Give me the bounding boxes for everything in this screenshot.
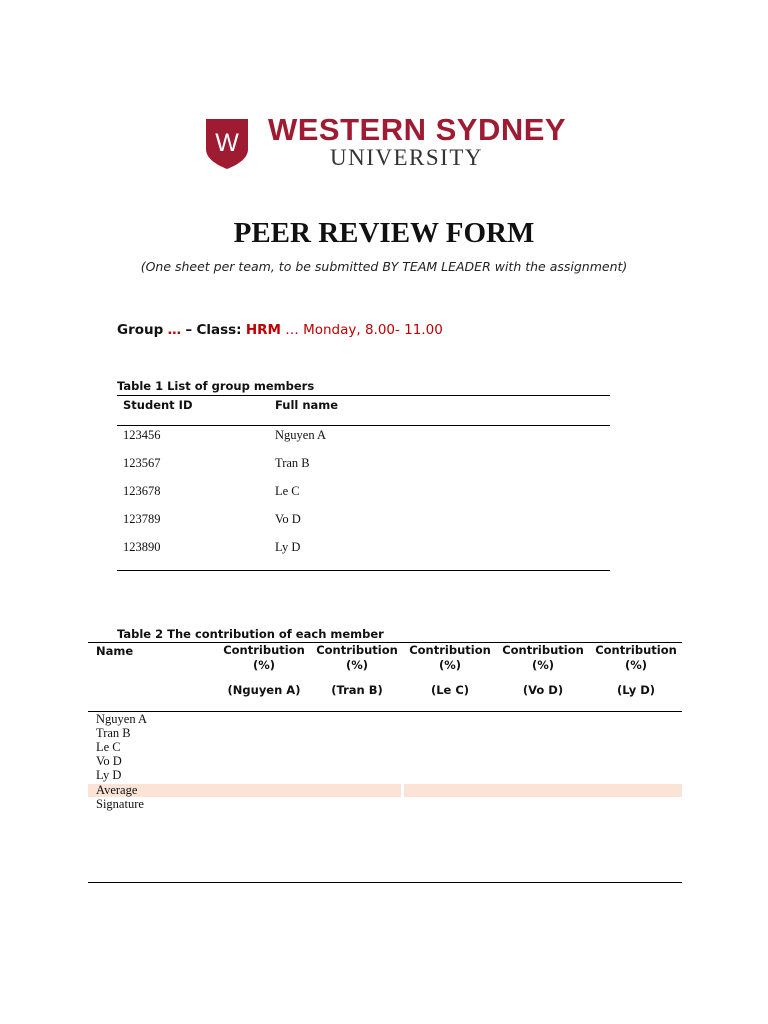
contribution-member: (Vo D)	[522, 683, 564, 697]
table2-bottom-rule	[88, 882, 682, 883]
contribution-unit: (%)	[252, 657, 276, 672]
table2-row-average: Average	[96, 783, 138, 797]
table1-cell-id: 123789	[123, 512, 161, 526]
shield-letter: W	[215, 129, 239, 157]
table1-cell-name: Vo D	[275, 512, 301, 526]
table1-header-student-id: Student ID	[123, 398, 193, 412]
table2-header-contribution	[311, 643, 403, 698]
table1-top-rule	[117, 395, 610, 396]
contribution-label: Contribution	[502, 643, 584, 657]
page-subtitle: (One sheet per team, to be submitted BY TEAM LEADER with the assignment)	[140, 259, 628, 274]
contribution-label: Contribution	[316, 643, 398, 657]
contribution-member: (Le C)	[430, 683, 470, 697]
table2-row-label: Nguyen A	[96, 712, 148, 726]
contribution-member: (Nguyen A)	[227, 683, 301, 697]
table1-header-rule	[117, 425, 610, 426]
logo-wordmark-line1: WESTERN SYDNEY	[268, 112, 567, 147]
group-value: …	[167, 322, 182, 338]
table2-header-contribution	[404, 643, 496, 698]
table2-header-contribution	[497, 643, 589, 698]
contribution-unit: (%)	[531, 657, 555, 672]
class-schedule: … Monday, 8.00- 11.00	[285, 322, 443, 338]
contribution-label: Contribution	[223, 643, 305, 657]
group-class-line	[117, 322, 443, 338]
table1-cell-name: Tran B	[275, 456, 310, 470]
contribution-unit: (%)	[438, 657, 462, 672]
page-title: PEER REVIEW FORM	[233, 217, 535, 249]
table2-caption: Table 2 The contribution of each member	[117, 627, 384, 641]
contribution-member: (Ly D)	[616, 683, 656, 697]
table1-cell-name: Le C	[275, 484, 300, 498]
contribution-label: Contribution	[409, 643, 491, 657]
contribution-member: (Tran B)	[331, 683, 383, 697]
table2-header-contribution	[218, 643, 310, 698]
group-dash: –	[185, 322, 193, 338]
table1-bottom-rule	[117, 570, 610, 571]
table2-header-contribution	[590, 643, 682, 698]
table1-cell-name: Nguyen A	[275, 428, 327, 442]
table2-row-label: Vo D	[96, 754, 122, 768]
contribution-unit: (%)	[624, 657, 648, 672]
table1-cell-id: 123567	[123, 456, 161, 470]
table1-cell-id: 123678	[123, 484, 161, 498]
logo-wordmark-line2: UNIVERSITY	[330, 145, 483, 170]
table1-caption: Table 1 List of group members	[117, 379, 315, 393]
table2-row-label: Tran B	[96, 726, 131, 740]
table2-row-label: Le C	[96, 740, 121, 754]
table2-row-label: Ly D	[96, 768, 122, 782]
average-row-highlight	[404, 784, 682, 797]
class-label: Class:	[196, 322, 242, 338]
group-label: Group	[117, 322, 164, 338]
table1-cell-name: Ly D	[275, 540, 301, 554]
table1-header-full-name: Full name	[275, 398, 339, 412]
table2-header-name: Name	[96, 644, 134, 658]
contribution-label: Contribution	[595, 643, 677, 657]
table2-row-signature: Signature	[96, 797, 144, 811]
class-code: HRM	[245, 322, 281, 338]
table1-cell-id: 123890	[123, 540, 161, 554]
contribution-unit: (%)	[345, 657, 369, 672]
table1-cell-id: 123456	[123, 428, 161, 442]
university-shield-logo	[206, 119, 248, 169]
table2-header-rule	[88, 711, 682, 712]
